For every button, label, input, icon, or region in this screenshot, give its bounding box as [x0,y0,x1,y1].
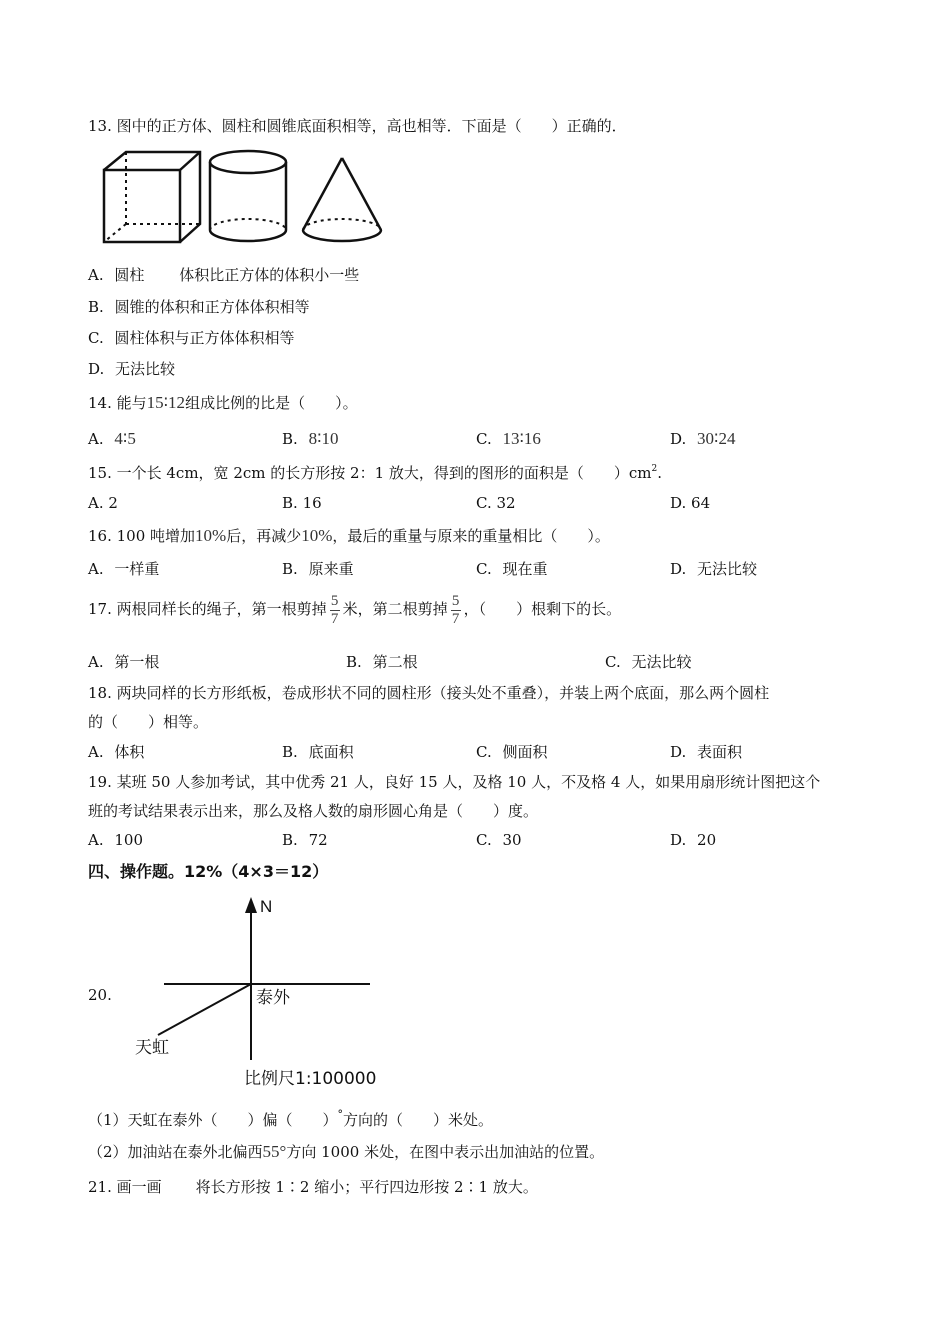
q14-stem-pre: 14. 能与 [88,394,147,412]
q16-option-c [476,562,548,577]
q20-sub1 [88,1109,493,1128]
q15-stem [88,465,662,481]
q19-stem-line2: 班的考试结果表示出来，那么及格人数的扇形圆心角是（ ）度。 [88,802,539,820]
option-letter: C. [476,430,492,448]
q16-percent-2: 10% [301,526,333,545]
tianhong-label: 天虹 [135,1038,169,1058]
north-arrow-icon [245,897,257,913]
option-letter: A. [88,430,104,448]
q17-fraction-2 [451,593,461,628]
q15-option-a [88,496,118,511]
option-text: 30∶24 [697,429,736,448]
q16-stem-a: 16. 100 吨增加 [88,527,196,545]
option-text-2: 体积比正方体的体积小一些 [179,266,360,284]
scale-label: 比例尺1:100000 [244,1069,377,1089]
q13-option-b [88,300,310,315]
option-letter: D. [670,831,687,849]
q21-stem [88,1180,538,1195]
q13-option-c [88,331,295,346]
q16-stem [88,527,610,544]
q15-stem-text: 15. 一个长 4cm，宽 2cm 的长方形按 2：1 放大，得到的图形的面积是（ ）cm [88,464,652,482]
option-text: 16 [302,494,322,512]
q18-option-c [476,745,548,760]
q14-option-b [282,430,339,447]
direction-line [158,984,251,1035]
q20-angle: 55° [262,1142,287,1161]
q15-option-d [670,496,710,511]
q14-stem [88,394,358,411]
option-letter: D. [670,743,687,761]
q15-option-b [282,496,322,511]
option-text: 表面积 [697,743,743,761]
q17-option-b [346,655,418,670]
section-4-title: 四、操作题。12%（4×3＝12） [88,862,329,881]
q20-degree-sign: ° [337,1108,344,1121]
option-text: 8∶10 [308,429,339,448]
q19-option-c [476,833,522,848]
option-text: 4∶5 [114,429,136,448]
option-text: 原来重 [308,560,354,578]
option-letter: D. [88,360,105,378]
option-letter: C. [476,831,492,849]
option-letter: A. [88,560,104,578]
q17-option-c [605,655,692,670]
q17-stem-c: ，（ ）根剩下的长。 [463,600,622,618]
q15-superscript: 2 [651,464,658,474]
q16-option-d [670,562,757,577]
option-letter: D. [670,430,687,448]
option-letter: C. [88,329,104,347]
option-letter: C. [476,743,492,761]
q20-sub1-text: （1）天虹在泰外（ ）偏（ ） [88,1111,338,1129]
option-letter: C. [605,653,621,671]
q20-sub2 [88,1143,604,1160]
q16-option-b [282,562,354,577]
option-letter: B. [88,298,104,316]
q14-option-a [88,430,136,447]
q20-sub2-b: 方向 1000 米处，在图中表示出加油站的位置。 [286,1143,605,1161]
q18-stem-line2: 的（ ）相等。 [88,713,209,731]
fraction-denominator: 7 [330,610,339,627]
option-text: 第一根 [114,653,160,671]
option-text: 64 [691,494,711,512]
option-text: 32 [496,494,516,512]
option-text: 30 [502,831,522,849]
q20-sub1-end: 方向的（ ）米处。 [343,1111,494,1129]
q19-option-d [670,833,716,848]
q17-option-a [88,655,159,670]
option-letter: C. [476,494,492,512]
option-letter: D. [670,494,687,512]
q14-ratio: 15∶12 [146,393,186,412]
q16-stem-b: 后，再减少 [226,527,302,545]
option-letter: B. [282,831,298,849]
q21-number: 21. 画一画 [88,1178,162,1196]
fraction-numerator: 5 [330,592,339,609]
option-letter: B. [282,494,298,512]
option-letter: A. [88,653,104,671]
cube-icon [104,152,200,242]
option-text: 侧面积 [502,743,548,761]
center-point-label: 泰外 [256,988,290,1008]
q20-number: 20. [88,986,112,1004]
q20-sub2-a: （2）加油站在泰外北偏西 [88,1143,263,1161]
option-text: 无法比较 [115,360,176,378]
option-text: 100 [114,831,144,849]
q21-text: 将长方形按 1∶2 缩小；平行四边形按 2∶1 放大。 [195,1178,538,1196]
option-text: 圆锥的体积和正方体体积相等 [114,298,310,316]
q13-option-d [88,362,175,377]
option-letter: A. [88,494,104,512]
q14-stem-post: 组成比例的比是（ ）。 [185,394,358,412]
option-text: 一样重 [114,560,160,578]
option-letter: C. [476,560,492,578]
option-text: 底面积 [308,743,354,761]
option-text: 第二根 [372,653,418,671]
option-text: 20 [697,831,717,849]
option-text: 体积 [114,743,145,761]
q16-stem-c: ，最后的重量与原来的重量相比（ ）。 [332,527,610,545]
option-text: 2 [108,494,118,512]
q14-option-d [670,430,735,447]
q13-figure [100,148,390,248]
option-letter: B. [282,743,298,761]
cone-icon [303,158,381,241]
q19-option-a [88,833,143,848]
fraction-numerator: 5 [451,592,460,609]
q17-stem-b: 米，第二根剪掉 [342,600,448,618]
cylinder-icon [210,151,286,241]
option-text: 现在重 [502,560,548,578]
q13-stem: 13. 图中的正方体、圆柱和圆锥底面积相等，高也相等．下面是（ ）正确的． [88,117,627,135]
option-text: 无法比较 [631,653,692,671]
option-letter: D. [670,560,687,578]
q16-percent-1: 10% [195,526,227,545]
q17-stem-a: 17. 两根同样长的绳子，第一根剪掉 [88,600,327,618]
q19-option-b [282,833,328,848]
q18-stem-line1: 18. 两块同样的长方形纸板，卷成形状不同的圆柱形（接头处不重叠），并装上两个底面，那么两个圆柱 [88,684,770,702]
q15-option-c [476,496,516,511]
option-letter: B. [282,430,298,448]
fraction-denominator: 7 [451,610,460,627]
option-letter: A. [88,743,104,761]
q14-option-c [476,430,541,447]
option-text: 无法比较 [697,560,758,578]
north-label: N [260,897,273,916]
option-letter: B. [282,560,298,578]
q15-stem-end: . [657,464,663,482]
option-text: 圆柱 [114,266,145,284]
option-letter: A. [88,831,104,849]
q16-option-a [88,562,159,577]
q19-stem-line1: 19. 某班 50 人参加考试，其中优秀 21 人，良好 15 人，及格 10 人，不及格 4 人，如果用扇形统计图把这个 [88,773,821,791]
q13-option-a [88,268,359,283]
option-letter: A. [88,266,104,284]
option-letter: B. [346,653,362,671]
option-text: 13∶16 [502,429,541,448]
option-text: 圆柱体积与正方体体积相等 [114,329,295,347]
q18-option-b [282,745,354,760]
q18-option-d [670,745,742,760]
q17-fraction-1 [330,593,340,628]
q17-stem [88,591,621,628]
option-text: 72 [308,831,328,849]
q18-option-a [88,745,144,760]
